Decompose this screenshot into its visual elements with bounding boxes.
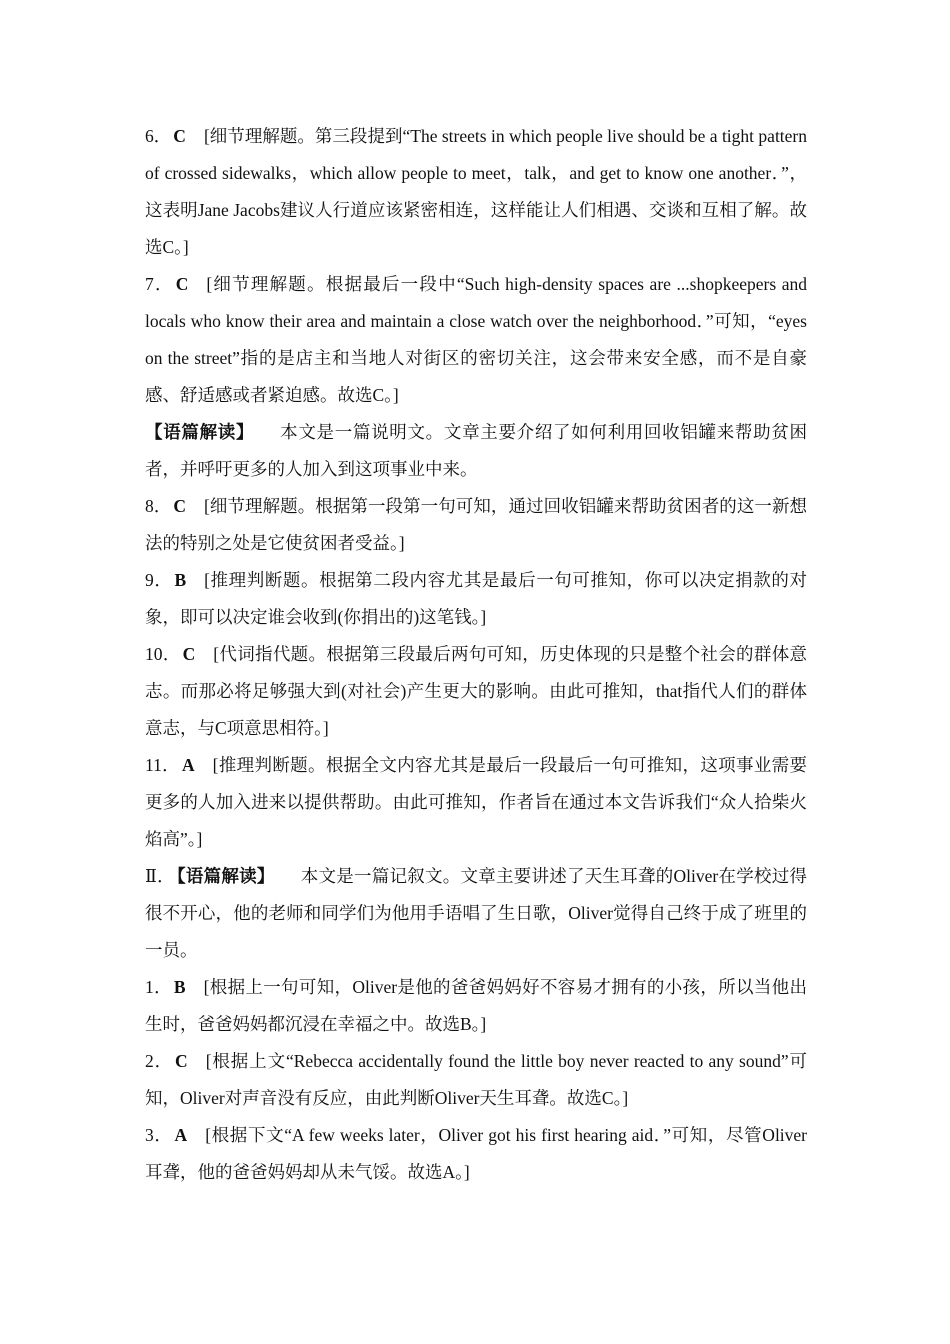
summary-text: 本文是一篇说明文。文章主要介绍了如何利用回收铝罐来帮助贫困者，并呼吁更多的人加入到这项事业中来。 [145, 422, 808, 479]
item-number: 1． [145, 977, 172, 997]
summary-text: 本文是一篇记叙文。文章主要讲述了天生耳聋的Oliver在学校过得很不开心，他的老师和同学们为他用手语唱了生日歌，Oliver觉得自己终于成了班里的一员。 [145, 866, 807, 960]
item-answer: B [173, 977, 186, 997]
item-explanation: [推理判断题。根据全文内容尤其是最后一段最后一句可推知，这项事业需要更多的人加入进来以提供帮助。由此可推知，作者旨在通过本文告诉我们“众人拾柴火焰高”。] [145, 755, 808, 849]
answer-item-6 [145, 118, 807, 266]
item-answer: A [182, 755, 195, 775]
answer-item-9 [145, 562, 807, 636]
item-explanation: [根据下文“A few weeks later，Oliver got his first hearing aid．”可知，尽管Oliver耳聋，他的爸爸妈妈却从未气馁。故选A。] [145, 1125, 808, 1182]
answer-item-10 [145, 636, 807, 747]
item-number: 7． [145, 274, 174, 294]
item-answer: A [174, 1125, 188, 1145]
answer-item-1 [145, 969, 807, 1043]
item-number: 3． [145, 1125, 173, 1145]
item-explanation: [细节理解题。第三段提到“The streets in which people live should be a tight pattern of crossed sidewalks，which allow people to meet，talk，and get to know one another．”，这表明Jane Jacobs建议人行道应该紧密相连，这样能让人们相遇、交谈和互相了解。故选C。] [145, 126, 808, 257]
passage-summary [145, 414, 807, 488]
item-answer: C [182, 644, 196, 664]
item-explanation: [细节理解题。根据最后一段中“Such high-density spaces are ...shopkeepers and locals who know their area and maintain a close watch over the neighborhood．”可知，“eyes on the street”指的是店主和当地人对街区的密切关注，这会带来安全感，而不是自豪感、舒适感或者紧迫感。故选C。] [145, 274, 808, 405]
item-answer: C [175, 274, 189, 294]
summary-tag: 【语篇解读】 [176, 866, 275, 886]
item-explanation: [代词指代题。根据第三段最后两句可知，历史体现的只是整个社会的群体意志。而那必将足够强大到(对社会)产生更大的影响。由此可推知，that指代人们的群体意志，与C项意思相符。] [145, 644, 808, 738]
item-answer: C [173, 496, 187, 516]
summary-tag: 【语篇解读】 [145, 422, 255, 442]
item-number: 2． [145, 1051, 174, 1071]
item-number: 9． [145, 570, 173, 590]
item-answer: C [175, 1051, 188, 1071]
answer-item-11 [145, 747, 807, 858]
item-explanation: [推理判断题。根据第二段内容尤其是最后一句可推知，你可以决定捐款的对象，即可以决定谁会收到(你捐出的)这笔钱。] [145, 570, 807, 627]
item-explanation: [细节理解题。根据第一段第一句可知，通过回收铝罐来帮助贫困者的这一新想法的特别之处是它使贫困者受益。] [145, 496, 808, 553]
answer-item-3 [145, 1117, 807, 1191]
item-number: 11． [145, 755, 181, 775]
section-ii-summary [145, 858, 807, 969]
answer-item-2 [145, 1043, 807, 1117]
item-number: 10． [145, 644, 181, 664]
answer-document [145, 118, 807, 1191]
item-answer: B [174, 570, 187, 590]
item-explanation: [根据上一句可知，Oliver是他的爸爸妈妈好不容易才拥有的小孩，所以当他出生时，爸爸妈妈都沉浸在幸福之中。故选B。] [145, 977, 807, 1034]
item-answer: C [173, 126, 186, 146]
section-number: Ⅱ． [145, 866, 175, 886]
item-number: 8． [145, 496, 172, 516]
answer-item-7 [145, 266, 807, 414]
answer-item-8 [145, 488, 807, 562]
item-explanation: [根据上文“Rebecca accidentally found the little boy never reacted to any sound”可知，Oliver对声音没有反应，由此判断Oliver天生耳聋。故选C。] [145, 1051, 807, 1108]
item-number: 6． [145, 126, 172, 146]
